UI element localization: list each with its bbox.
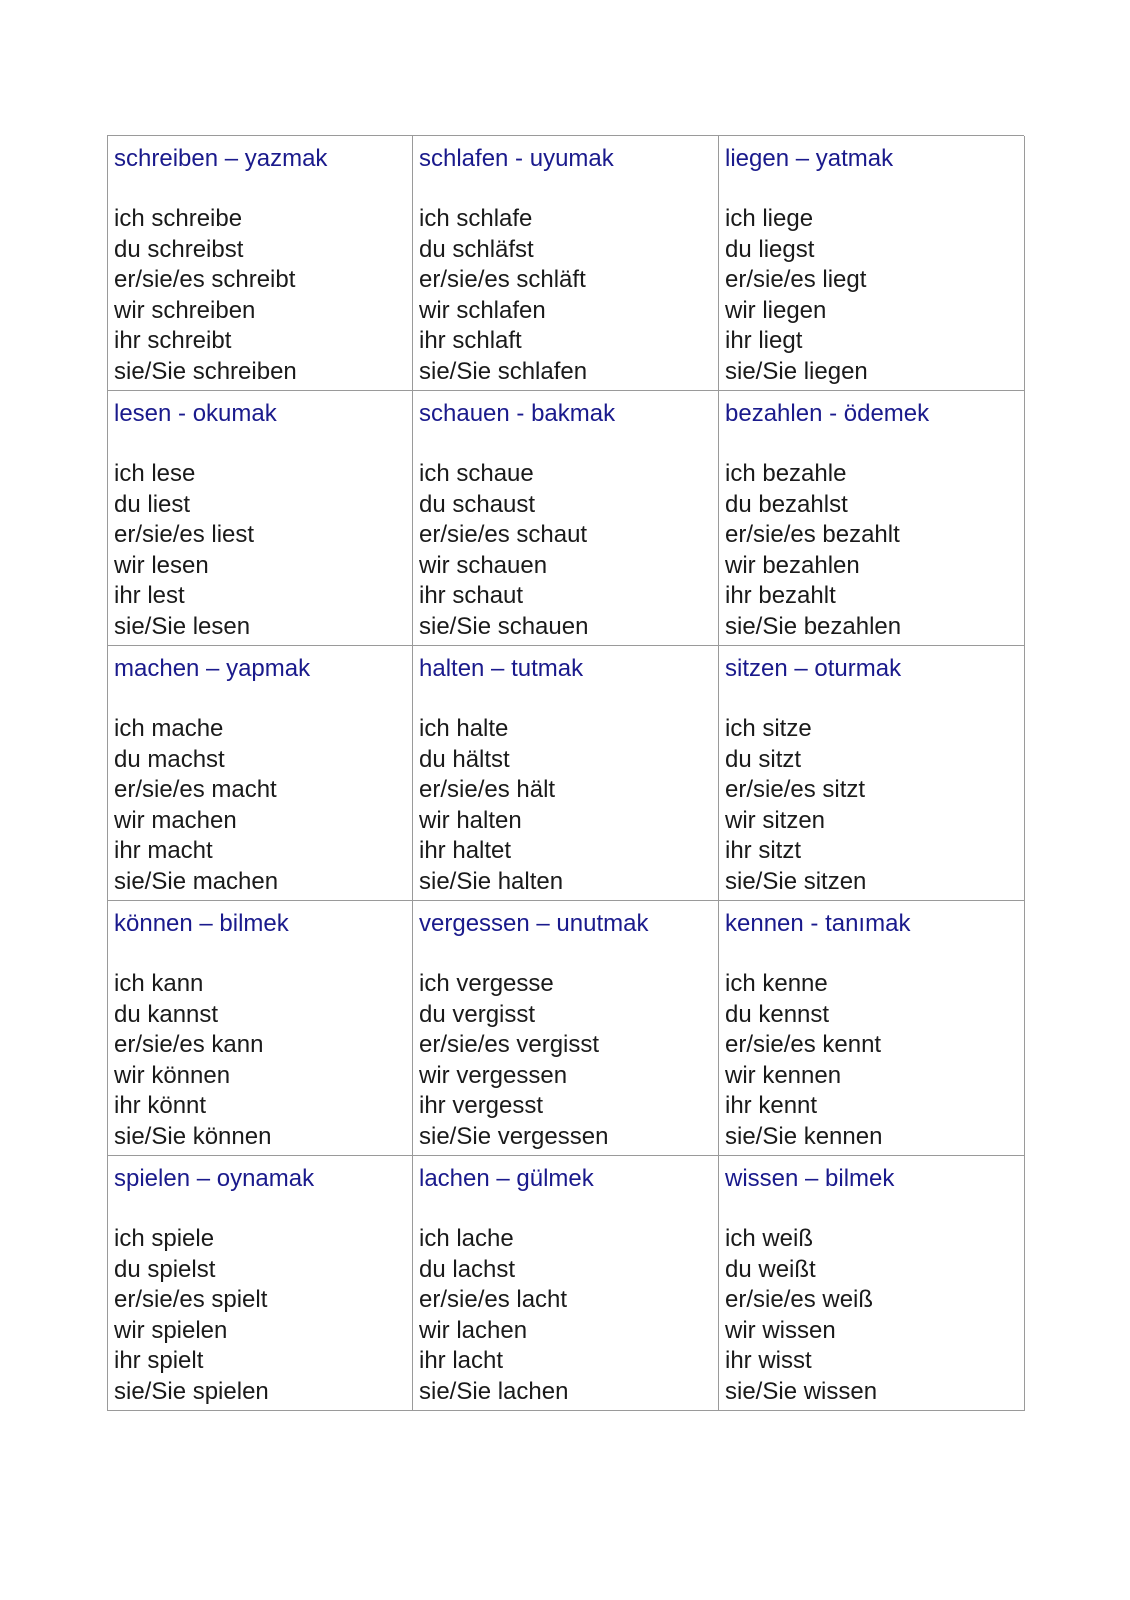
verb-title: sitzen – oturmak [725, 655, 902, 682]
conjugation-form: sie/Sie sitzen [725, 867, 867, 895]
conjugation-form: ich weiß [725, 1225, 814, 1252]
conjugation-form: sie/Sie kennen [725, 1122, 883, 1150]
verb-card [719, 1156, 1025, 1411]
conjugation-form: du hältst [419, 745, 510, 773]
conjugation-form: wir lachen [419, 1316, 528, 1344]
conjugation-form: du bezahlst [725, 490, 848, 518]
conjugation-form: sie/Sie lesen [114, 612, 251, 640]
conjugation-form: sie/Sie lachen [419, 1377, 569, 1405]
conjugation-form: ihr liegt [725, 327, 803, 355]
conjugation-form: ich mache [114, 715, 224, 742]
conjugation-form: du kennst [725, 1000, 830, 1028]
verb-title: vergessen – unutmak [419, 910, 649, 937]
verb-card [413, 901, 719, 1156]
conjugation-list [114, 204, 406, 388]
conjugation-form: sie/Sie wissen [725, 1377, 878, 1405]
conjugation-form: du sitzt [725, 745, 802, 773]
conjugation-form: er/sie/es weiß [725, 1286, 874, 1314]
conjugation-form: ihr spielt [114, 1347, 204, 1375]
verb-title: spielen – oynamak [114, 1165, 315, 1192]
conjugation-form: er/sie/es schläft [419, 266, 586, 294]
conjugation-form: ihr schaut [419, 582, 524, 610]
conjugation-form: ich bezahle [725, 460, 847, 487]
conjugation-form: ich kann [114, 970, 204, 997]
conjugation-form: er/sie/es hält [419, 776, 556, 804]
conjugation-form: er/sie/es kann [114, 1031, 264, 1059]
verb-card [108, 901, 413, 1156]
conjugation-form: wir spielen [114, 1316, 228, 1344]
conjugation-form: du machst [114, 745, 225, 773]
conjugation-form: ihr haltet [419, 837, 512, 865]
conjugation-form: ihr wisst [725, 1347, 812, 1375]
conjugation-list [419, 1224, 712, 1408]
conjugation-list [419, 459, 712, 643]
verb-card [719, 136, 1025, 391]
conjugation-form: er/sie/es liest [114, 521, 255, 549]
conjugation-form: du liest [114, 490, 191, 518]
conjugation-form: ich spiele [114, 1225, 215, 1252]
conjugation-form: sie/Sie spielen [114, 1377, 269, 1405]
verb-title: schlafen - uyumak [419, 145, 614, 172]
conjugation-form: ihr lest [114, 582, 185, 610]
conjugation-form: ich liege [725, 205, 814, 232]
conjugation-form: du schreibst [114, 235, 244, 263]
conjugation-form: er/sie/es macht [114, 776, 277, 804]
conjugation-form: ihr kennt [725, 1092, 818, 1120]
conjugation-form: wir schauen [419, 551, 548, 579]
conjugation-form: wir vergessen [419, 1061, 568, 1089]
conjugation-form: wir schlafen [419, 296, 546, 324]
conjugation-list [725, 1224, 1018, 1408]
conjugation-form: sie/Sie bezahlen [725, 612, 902, 640]
conjugation-form: sie/Sie machen [114, 867, 279, 895]
conjugation-form: er/sie/es lacht [419, 1286, 568, 1314]
conjugation-list [419, 969, 712, 1153]
conjugation-form: ich schreibe [114, 205, 243, 232]
verb-card [108, 646, 413, 901]
conjugation-form: wir wissen [725, 1316, 836, 1344]
conjugation-list [725, 204, 1018, 388]
verb-title: können – bilmek [114, 910, 289, 937]
conjugation-form: wir liegen [725, 296, 827, 324]
conjugation-form: wir kennen [725, 1061, 842, 1089]
verb-card [108, 1156, 413, 1411]
conjugation-form: du spielst [114, 1255, 216, 1283]
verb-title: halten – tutmak [419, 655, 584, 682]
conjugation-form: ihr macht [114, 837, 213, 865]
conjugation-list [419, 714, 712, 898]
conjugation-form: ihr sitzt [725, 837, 802, 865]
conjugation-form: wir lesen [114, 551, 209, 579]
conjugation-form: ich kenne [725, 970, 828, 997]
conjugation-form: ihr lacht [419, 1347, 504, 1375]
conjugation-form: wir können [114, 1061, 231, 1089]
verb-card [413, 646, 719, 901]
conjugation-list [725, 459, 1018, 643]
conjugation-form: ich sitze [725, 715, 812, 742]
verb-title: liegen – yatmak [725, 145, 894, 172]
conjugation-list [114, 969, 406, 1153]
conjugation-form: ich schlafe [419, 205, 533, 232]
conjugation-form: ihr schlaft [419, 327, 522, 355]
conjugation-form: er/sie/es liegt [725, 266, 867, 294]
conjugation-list [725, 969, 1018, 1153]
conjugation-form: sie/Sie können [114, 1122, 272, 1150]
verb-card [413, 136, 719, 391]
verb-card [719, 646, 1025, 901]
conjugation-form: ihr vergesst [419, 1092, 544, 1120]
verb-card [413, 391, 719, 646]
conjugation-form: ich schaue [419, 460, 534, 487]
conjugation-form: ich vergesse [419, 970, 554, 997]
conjugation-form: ich lese [114, 460, 196, 487]
conjugation-form: ihr schreibt [114, 327, 232, 355]
verb-title: kennen - tanımak [725, 910, 911, 937]
conjugation-form: er/sie/es schaut [419, 521, 588, 549]
conjugation-form: wir halten [419, 806, 522, 834]
verb-title: lachen – gülmek [419, 1165, 594, 1192]
conjugation-form: du vergisst [419, 1000, 536, 1028]
conjugation-form: wir machen [114, 806, 237, 834]
conjugation-form: sie/Sie schreiben [114, 357, 297, 385]
conjugation-form: er/sie/es vergisst [419, 1031, 600, 1059]
conjugation-form: ihr könnt [114, 1092, 207, 1120]
verb-card [719, 391, 1025, 646]
conjugation-list [725, 714, 1018, 898]
verb-title: wissen – bilmek [725, 1165, 895, 1192]
conjugation-list [419, 204, 712, 388]
conjugation-form: er/sie/es bezahlt [725, 521, 900, 549]
conjugation-list [114, 459, 406, 643]
conjugation-form: wir schreiben [114, 296, 256, 324]
conjugation-form: er/sie/es spielt [114, 1286, 268, 1314]
verb-title: machen – yapmak [114, 655, 311, 682]
verb-conjugation-table [107, 135, 1024, 1411]
conjugation-list [114, 714, 406, 898]
conjugation-form: du weißt [725, 1255, 816, 1283]
conjugation-form: er/sie/es schreibt [114, 266, 296, 294]
conjugation-form: ihr bezahlt [725, 582, 836, 610]
verb-card [413, 1156, 719, 1411]
conjugation-form: sie/Sie schauen [419, 612, 589, 640]
conjugation-form: sie/Sie vergessen [419, 1122, 609, 1150]
verb-card [719, 901, 1025, 1156]
verb-title: schauen - bakmak [419, 400, 616, 427]
verb-title: lesen - okumak [114, 400, 277, 427]
conjugation-list [114, 1224, 406, 1408]
verb-card [108, 391, 413, 646]
verb-title: schreiben – yazmak [114, 145, 328, 172]
conjugation-form: sie/Sie halten [419, 867, 564, 895]
conjugation-form: sie/Sie schlafen [419, 357, 588, 385]
conjugation-form: du schaust [419, 490, 536, 518]
conjugation-form: er/sie/es kennt [725, 1031, 882, 1059]
conjugation-form: wir sitzen [725, 806, 826, 834]
conjugation-form: ich halte [419, 715, 509, 742]
conjugation-form: du liegst [725, 235, 815, 263]
conjugation-form: du schläfst [419, 235, 534, 263]
conjugation-form: du lachst [419, 1255, 516, 1283]
verb-card [108, 136, 413, 391]
verb-title: bezahlen - ödemek [725, 400, 930, 427]
conjugation-form: er/sie/es sitzt [725, 776, 866, 804]
conjugation-form: sie/Sie liegen [725, 357, 868, 385]
conjugation-form: ich lache [419, 1225, 514, 1252]
conjugation-form: du kannst [114, 1000, 219, 1028]
conjugation-form: wir bezahlen [725, 551, 860, 579]
